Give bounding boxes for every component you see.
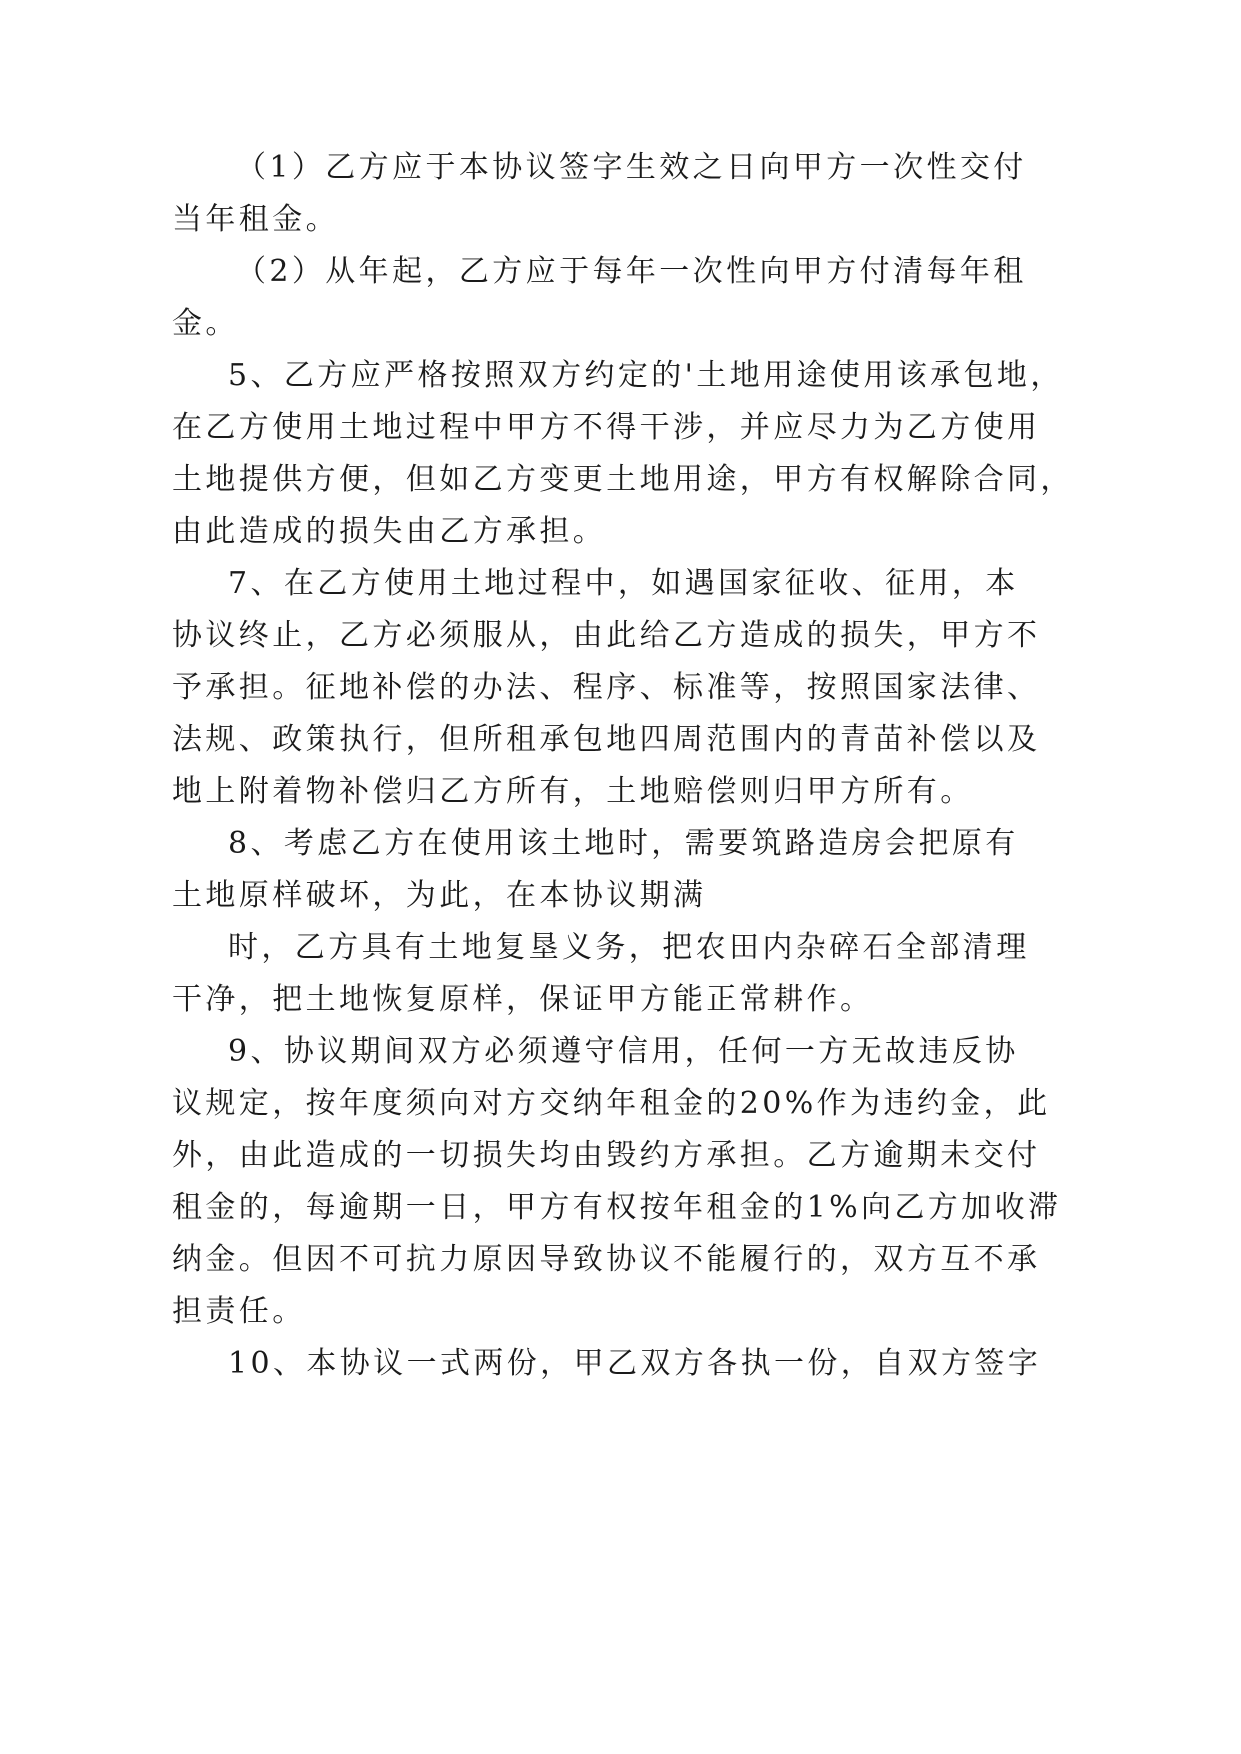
text-line: 议规定，按年度须向对方交纳年租金的20%作为违约金，此 bbox=[172, 1086, 1051, 1121]
text-line: 9、协议期间双方必须遵守信用，任何一方无故违反协 bbox=[228, 1034, 1019, 1069]
text-line: 外，由此造成的一切损失均由毁约方承担。乙方逾期未交付 bbox=[172, 1138, 1041, 1173]
text-line: 10、本协议一式两份，甲乙双方各执一份，自双方签字 bbox=[228, 1346, 1042, 1381]
text-line: 干净，把土地恢复原样，保证甲方能正常耕作。 bbox=[172, 982, 874, 1017]
text-line: 由此造成的损失由乙方承担。 bbox=[172, 514, 607, 549]
text-line: 予承担。征地补偿的办法、程序、标准等，按照国家法律、 bbox=[172, 670, 1041, 705]
text-line: 8、考虑乙方在使用该土地时，需要筑路造房会把原有 bbox=[228, 826, 1019, 861]
text-line: 5、乙方应严格按照双方约定的'土地用途使用该承包地， bbox=[228, 358, 1064, 393]
text-line: 当年租金。 bbox=[172, 202, 339, 237]
text-line: 7、在乙方使用土地过程中，如遇国家征收、征用，本 bbox=[228, 566, 1019, 601]
text-line: 协议终止，乙方必须服从，由此给乙方造成的损失，甲方不 bbox=[172, 618, 1041, 653]
text-line: 担责任。 bbox=[172, 1294, 306, 1329]
text-line: 土地原样破坏，为此，在本协议期满 bbox=[172, 878, 707, 913]
text-line: 租金的，每逾期一日，甲方有权按年租金的1%向乙方加收滞 bbox=[172, 1190, 1062, 1225]
text-line: 土地提供方便，但如乙方变更土地用途，甲方有权解除合同， bbox=[172, 462, 1074, 497]
text-line: 金。 bbox=[172, 306, 239, 341]
text-line: 法规、政策执行，但所租承包地四周范围内的青苗补偿以及 bbox=[172, 722, 1041, 757]
text-line: 纳金。但因不可抗力原因导致协议不能履行的，双方互不承 bbox=[172, 1242, 1041, 1277]
text-line: 地上附着物补偿归乙方所有，土地赔偿则归甲方所有。 bbox=[172, 774, 974, 809]
text-line: （1）乙方应于本协议签字生效之日向甲方一次性交付 bbox=[236, 150, 1027, 185]
text-line: 时，乙方具有土地复垦义务，把农田内杂碎石全部清理 bbox=[228, 930, 1030, 965]
text-line: 在乙方使用土地过程中甲方不得干涉，并应尽力为乙方使用 bbox=[172, 410, 1041, 445]
text-line: （2）从年起，乙方应于每年一次性向甲方付清每年租 bbox=[236, 254, 1027, 289]
